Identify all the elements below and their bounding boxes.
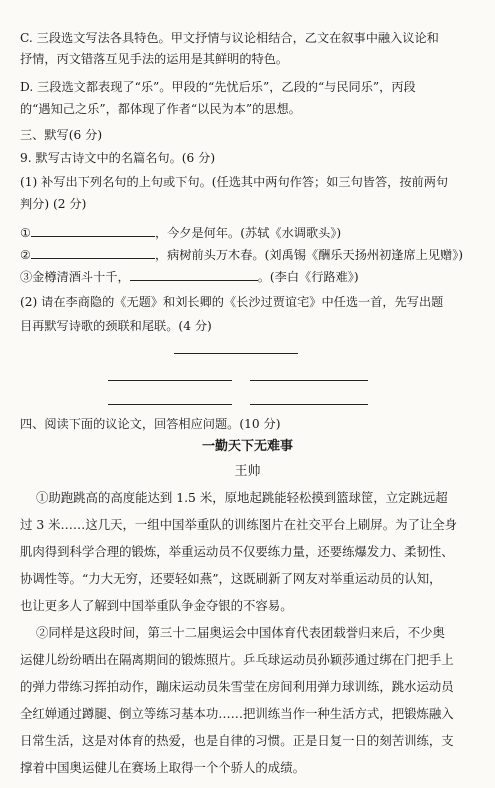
answer-blank-1[interactable] [31, 224, 155, 237]
paragraph-2-line-5: 日常生活，这是对体育的热爱，也是自律的习惯。正是日复一日的刻苦训练，支 [20, 733, 454, 748]
paragraph-2-line-1: ②同样是这段时间，第三十二届奥运会中国体育代表团载誉归来后，不少奥 [36, 625, 445, 640]
answer-line-2[interactable] [250, 380, 368, 381]
question-9: 9. 默写古诗文中的名篇名句。(6 分) [20, 151, 216, 165]
paragraph-1-line-5: 也让更多人了解到中国举重队争金夺银的不容易。 [20, 598, 293, 613]
fill-item-3 [20, 268, 359, 285]
answer-blank-2[interactable] [31, 246, 155, 259]
fill-item-3-suffix: 。(李白《行路难》) [257, 270, 359, 284]
paragraph-1-line-4: 协调性等。“力大无穷，还要轻如燕”，这既刷新了网友对举重运动员的认知， [20, 571, 442, 586]
option-c-line-2: 抒情，丙文错落互见手法的运用是其鲜明的特色。 [20, 52, 289, 66]
fill-item-2-number: ② [20, 248, 31, 262]
question-9-2-line-1: (2) 请在李商隐的《无题》和刘长卿的《长沙过贾谊宅》中任选一首，先写出题 [20, 295, 444, 309]
answer-blank-3[interactable] [130, 268, 258, 281]
paragraph-1-line-3: 肌肉得到科学合理的锻炼，举重运动员不仅要练力量，还要练爆发力、柔韧性、 [20, 544, 454, 559]
section-three-heading: 三、默写(6 分) [20, 128, 103, 142]
fill-item-2 [20, 246, 463, 263]
fill-item-1-text: ，今夕是何年。(苏轼《水调歌头》) [154, 226, 342, 240]
paragraph-2-line-3: 的弹力带练习挥拍动作，蹦床运动员朱雪莹在房间利用弹力球训练，跳水运动员 [20, 679, 454, 694]
option-d-line-2: 的“遇知己之乐”，都体现了作者“以民为本”的思想。 [20, 102, 301, 116]
paragraph-1-line-1: ①助跑跳高的高度能达到 1.5 米，原地起跳能轻松摸到篮球筐，立定跳远超 [36, 490, 448, 505]
fill-item-2-text: ，病树前头万木春。(刘禹锡《酬乐天扬州初逢席上见赠》) [154, 248, 464, 262]
option-c-line-1: C. 三段选文写法各具特色。甲文抒情与议论相结合，乙文在叙事中融入议论和 [20, 31, 439, 45]
paragraph-2-line-4: 全红婵通过蹲腿、倒立等练习基本功……把训练当作一种生活方式，把锻炼融入 [20, 706, 454, 721]
paragraph-2-line-6: 撑着中国奥运健儿在赛场上取得一个个骄人的成绩。 [20, 760, 305, 775]
section-four-heading: 四、阅读下面的议论文，回答相应问题。(10 分) [20, 417, 281, 431]
essay-title: 一勤天下无难事 [201, 439, 293, 454]
answer-line-3[interactable] [108, 404, 232, 405]
question-9-2-line-2: 目再默写诗歌的颈联和尾联。(4 分) [20, 319, 212, 333]
fill-item-3-prefix: ③金樽清酒斗十千， [20, 270, 130, 284]
answer-line-title[interactable] [174, 353, 298, 354]
answer-line-1[interactable] [108, 380, 232, 381]
paragraph-1-line-2: 过 3 米……这几天，一组中国举重队的训练图片在社交平台上刷屏。为了让全身 [20, 517, 458, 532]
fill-item-1-number: ① [20, 226, 31, 240]
essay-author: 王帅 [234, 464, 261, 479]
question-9-1-line-2: 判分) (2 分) [20, 197, 87, 211]
paragraph-2-line-2: 运健儿纷纷晒出在隔离期间的锻炼照片。乒乓球运动员孙颖莎通过绑在门把手上 [20, 652, 454, 667]
question-9-1-line-1: (1) 补写出下列名句的上句或下句。(任选其中两句作答；如三句皆答，按前两句 [20, 175, 449, 189]
option-d-line-1: D. 三段选文都表现了“乐”。甲段的“先忧后乐”，乙段的“与民同乐”，丙段 [20, 80, 416, 94]
answer-line-4[interactable] [250, 404, 368, 405]
fill-item-1 [20, 224, 341, 241]
